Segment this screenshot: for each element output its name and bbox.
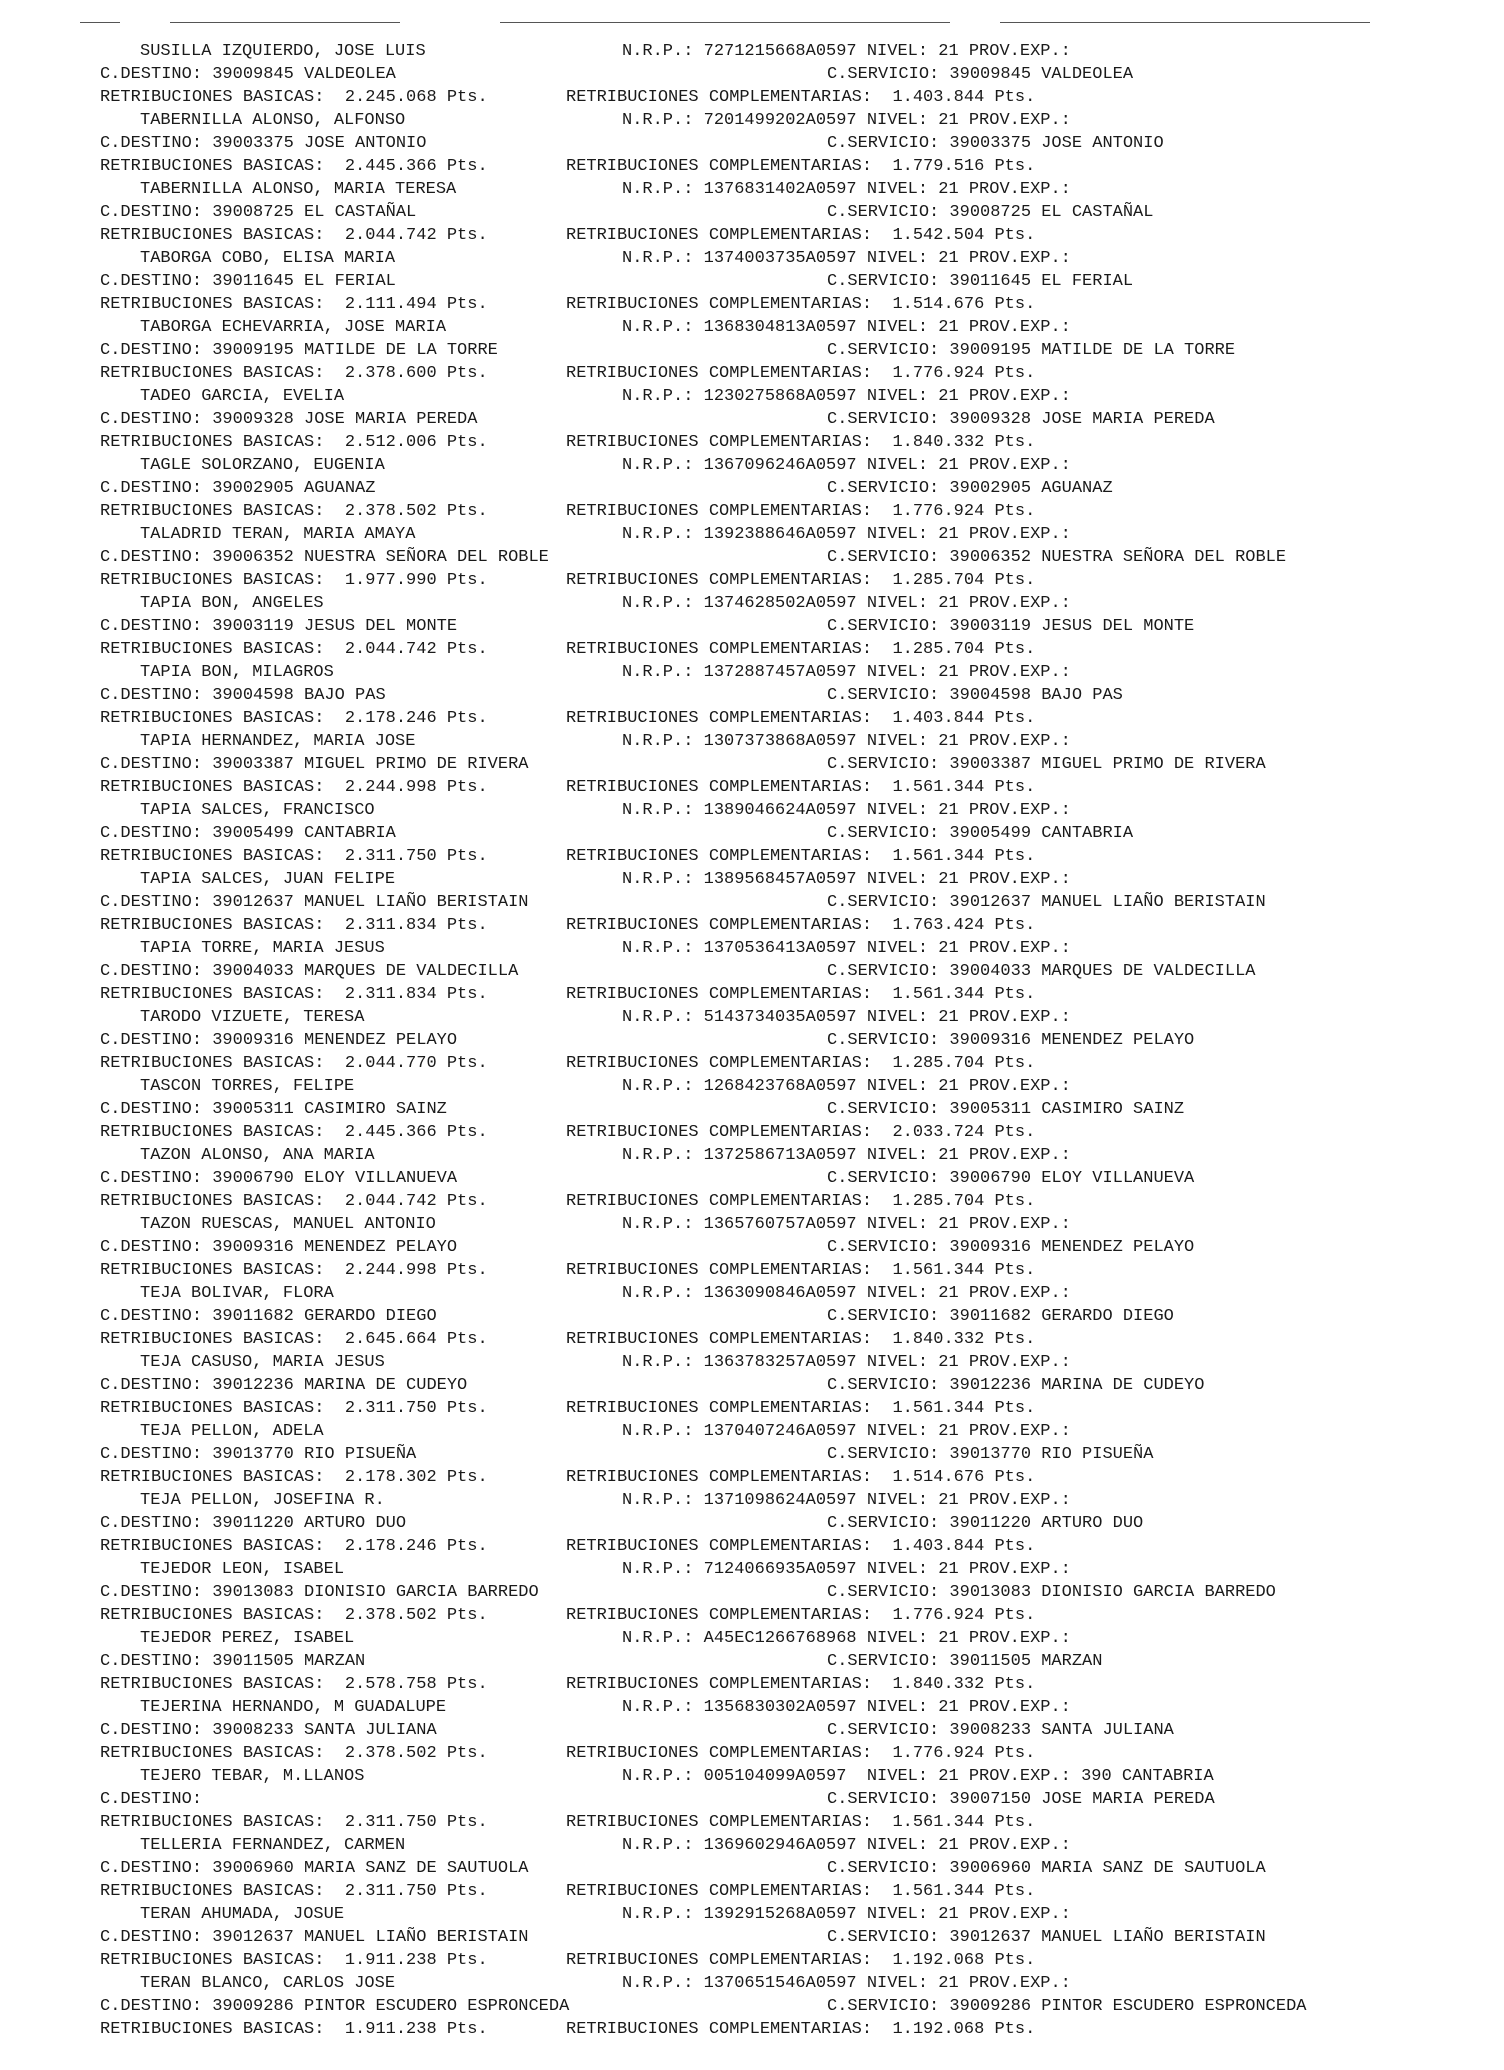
record-line (0, 40, 1504, 63)
retribuciones-basicas: RETRIBUCIONES BASICAS: 2.311.750 Pts. (100, 1399, 488, 1418)
destino-center: C.DESTINO: 39013083 DIONISIO GARCIA BARREDO (100, 1583, 539, 1602)
retribuciones-complementarias: RETRIBUCIONES COMPLEMENTARIAS: 1.561.344 Pts. (566, 847, 1036, 866)
retribuciones-complementarias: RETRIBUCIONES COMPLEMENTARIAS: 1.561.344 Pts. (566, 1399, 1036, 1418)
record-line (0, 1604, 1504, 1627)
servicio-center: C.SERVICIO: 39009316 MENENDEZ PELAYO (827, 1238, 1195, 1257)
top-rule-segment (80, 22, 120, 23)
nrp-level: N.R.P.: 1370536413A0597 NIVEL: 21 PROV.EXP.: (622, 939, 1071, 958)
personnel-record (0, 799, 1504, 868)
retribuciones-basicas: RETRIBUCIONES BASICAS: 2.178.302 Pts. (100, 1468, 488, 1487)
retribuciones-complementarias: RETRIBUCIONES COMPLEMENTARIAS: 1.514.676 Pts. (566, 295, 1036, 314)
personnel-record (0, 1144, 1504, 1213)
record-line (0, 592, 1504, 615)
record-line (0, 1857, 1504, 1880)
personnel-record (0, 1834, 1504, 1903)
destino-center: C.DESTINO: 39009195 MATILDE DE LA TORRE (100, 341, 498, 360)
record-line (0, 615, 1504, 638)
retribuciones-basicas: RETRIBUCIONES BASICAS: 2.044.742 Pts. (100, 1192, 488, 1211)
record-line (0, 1282, 1504, 1305)
destino-center: C.DESTINO: 39008725 EL CASTAÑAL (100, 203, 417, 222)
record-line (0, 1880, 1504, 1903)
record-line (0, 1765, 1504, 1788)
retribuciones-basicas: RETRIBUCIONES BASICAS: 2.244.998 Pts. (100, 1261, 488, 1280)
record-line (0, 661, 1504, 684)
employee-name: TEJERO TEBAR, M.LLANOS (140, 1767, 365, 1786)
employee-name: TEJERINA HERNANDO, M GUADALUPE (140, 1698, 447, 1717)
record-line (0, 1949, 1504, 1972)
personnel-record (0, 1420, 1504, 1489)
record-line (0, 1742, 1504, 1765)
destino-center: C.DESTINO: 39011645 EL FERIAL (100, 272, 396, 291)
nrp-level: N.R.P.: 1370651546A0597 NIVEL: 21 PROV.EXP.: (622, 1974, 1071, 1993)
destino-center: C.DESTINO: 39003119 JESUS DEL MONTE (100, 617, 458, 636)
employee-name: TELLERIA FERNANDEZ, CARMEN (140, 1836, 406, 1855)
retribuciones-complementarias: RETRIBUCIONES COMPLEMENTARIAS: 2.033.724 Pts. (566, 1123, 1036, 1142)
nrp-level: N.R.P.: 7271215668A0597 NIVEL: 21 PROV.EXP.: (622, 42, 1071, 61)
nrp-level: N.R.P.: 005104099A0597 NIVEL: 21 PROV.EXP.: 390 CANTABRIA (622, 1767, 1214, 1786)
record-line (0, 1397, 1504, 1420)
record-line (0, 1535, 1504, 1558)
record-line (0, 730, 1504, 753)
record-line (0, 63, 1504, 86)
employee-name: TABERNILLA ALONSO, ALFONSO (140, 111, 406, 130)
employee-name: TAPIA HERNANDEZ, MARIA JOSE (140, 732, 416, 751)
personnel-record (0, 454, 1504, 523)
retribuciones-complementarias: RETRIBUCIONES COMPLEMENTARIAS: 1.514.676 Pts. (566, 1468, 1036, 1487)
record-line (0, 1420, 1504, 1443)
destino-center: C.DESTINO: 39012637 MANUEL LIAÑO BERISTAIN (100, 1928, 529, 1947)
record-line (0, 822, 1504, 845)
servicio-center: C.SERVICIO: 39013770 RIO PISUEÑA (827, 1445, 1154, 1464)
retribuciones-complementarias: RETRIBUCIONES COMPLEMENTARIAS: 1.192.068 Pts. (566, 1951, 1036, 1970)
servicio-center: C.SERVICIO: 39002905 AGUANAZ (827, 479, 1113, 498)
record-line (0, 1650, 1504, 1673)
top-rule-segment (1000, 22, 1370, 23)
record-line (0, 1834, 1504, 1857)
record-line (0, 776, 1504, 799)
record-line (0, 799, 1504, 822)
record-line (0, 339, 1504, 362)
employee-name: TERAN BLANCO, CARLOS JOSE (140, 1974, 396, 1993)
nrp-level: N.R.P.: 1230275868A0597 NIVEL: 21 PROV.EXP.: (622, 387, 1071, 406)
retribuciones-complementarias: RETRIBUCIONES COMPLEMENTARIAS: 1.561.344 Pts. (566, 1882, 1036, 1901)
record-line (0, 1512, 1504, 1535)
destino-center: C.DESTINO: 39011505 MARZAN (100, 1652, 366, 1671)
retribuciones-complementarias: RETRIBUCIONES COMPLEMENTARIAS: 1.776.924 Pts. (566, 364, 1036, 383)
retribuciones-basicas: RETRIBUCIONES BASICAS: 2.044.742 Pts. (100, 640, 488, 659)
record-line (0, 1719, 1504, 1742)
record-line (0, 1972, 1504, 1995)
personnel-record (0, 1972, 1504, 2041)
record-line (0, 1236, 1504, 1259)
servicio-center: C.SERVICIO: 39011682 GERARDO DIEGO (827, 1307, 1174, 1326)
record-line (0, 109, 1504, 132)
retribuciones-basicas: RETRIBUCIONES BASICAS: 2.245.068 Pts. (100, 88, 488, 107)
personnel-record (0, 247, 1504, 316)
personnel-record (0, 868, 1504, 937)
record-line (0, 293, 1504, 316)
destino-center: C.DESTINO: 39011682 GERARDO DIEGO (100, 1307, 437, 1326)
retribuciones-basicas: RETRIBUCIONES BASICAS: 2.378.502 Pts. (100, 1606, 488, 1625)
retribuciones-complementarias: RETRIBUCIONES COMPLEMENTARIAS: 1.840.332 Pts. (566, 433, 1036, 452)
servicio-center: C.SERVICIO: 39006790 ELOY VILLANUEVA (827, 1169, 1195, 1188)
servicio-center: C.SERVICIO: 39009328 JOSE MARIA PEREDA (827, 410, 1215, 429)
nrp-level: N.R.P.: 1389046624A0597 NIVEL: 21 PROV.EXP.: (622, 801, 1071, 820)
employee-name: TABORGA ECHEVARRIA, JOSE MARIA (140, 318, 447, 337)
retribuciones-complementarias: RETRIBUCIONES COMPLEMENTARIAS: 1.776.924 Pts. (566, 1606, 1036, 1625)
personnel-record (0, 730, 1504, 799)
record-line (0, 983, 1504, 1006)
employee-name: TASCON TORRES, FELIPE (140, 1077, 355, 1096)
record-line (0, 1144, 1504, 1167)
employee-name: TERAN AHUMADA, JOSUE (140, 1905, 345, 1924)
destino-center: C.DESTINO: 39005499 CANTABRIA (100, 824, 396, 843)
destino-center: C.DESTINO: 39009845 VALDEOLEA (100, 65, 396, 84)
employee-name: TAZON ALONSO, ANA MARIA (140, 1146, 375, 1165)
personnel-record (0, 1282, 1504, 1351)
employee-name: TARODO VIZUETE, TERESA (140, 1008, 365, 1027)
servicio-center: C.SERVICIO: 39008725 EL CASTAÑAL (827, 203, 1154, 222)
record-line (0, 224, 1504, 247)
nrp-level: N.R.P.: A45EC1266768968 NIVEL: 21 PROV.EXP.: (622, 1629, 1071, 1648)
record-line (0, 1259, 1504, 1282)
record-line (0, 1121, 1504, 1144)
personnel-record (0, 523, 1504, 592)
servicio-center: C.SERVICIO: 39004598 BAJO PAS (827, 686, 1123, 705)
record-line (0, 477, 1504, 500)
personnel-record (0, 385, 1504, 454)
record-line (0, 247, 1504, 270)
personnel-record (0, 109, 1504, 178)
nrp-level: N.R.P.: 1268423768A0597 NIVEL: 21 PROV.EXP.: (622, 1077, 1071, 1096)
record-line (0, 1029, 1504, 1052)
record-line (0, 1811, 1504, 1834)
employee-name: TAPIA TORRE, MARIA JESUS (140, 939, 385, 958)
record-line (0, 431, 1504, 454)
nrp-level: N.R.P.: 1307373868A0597 NIVEL: 21 PROV.EXP.: (622, 732, 1071, 751)
nrp-level: N.R.P.: 1374003735A0597 NIVEL: 21 PROV.EXP.: (622, 249, 1071, 268)
nrp-level: N.R.P.: 1372586713A0597 NIVEL: 21 PROV.EXP.: (622, 1146, 1071, 1165)
employee-name: TEJEDOR PEREZ, ISABEL (140, 1629, 355, 1648)
nrp-level: N.R.P.: 1368304813A0597 NIVEL: 21 PROV.EXP.: (622, 318, 1071, 337)
servicio-center: C.SERVICIO: 39012637 MANUEL LIAÑO BERISTAIN (827, 893, 1266, 912)
record-line (0, 454, 1504, 477)
destino-center: C.DESTINO: 39011220 ARTURO DUO (100, 1514, 407, 1533)
servicio-center: C.SERVICIO: 39008233 SANTA JULIANA (827, 1721, 1174, 1740)
nrp-level: N.R.P.: 1370407246A0597 NIVEL: 21 PROV.EXP.: (622, 1422, 1071, 1441)
employee-name: TEJA PELLON, ADELA (140, 1422, 324, 1441)
employee-name: TAZON RUESCAS, MANUEL ANTONIO (140, 1215, 436, 1234)
personnel-record (0, 661, 1504, 730)
retribuciones-basicas: RETRIBUCIONES BASICAS: 2.311.750 Pts. (100, 1813, 488, 1832)
record-line (0, 270, 1504, 293)
employee-name: TAGLE SOLORZANO, EUGENIA (140, 456, 385, 475)
nrp-level: N.R.P.: 7124066935A0597 NIVEL: 21 PROV.EXP.: (622, 1560, 1071, 1579)
destino-center: C.DESTINO: 39003387 MIGUEL PRIMO DE RIVERA (100, 755, 529, 774)
record-line (0, 86, 1504, 109)
servicio-center: C.SERVICIO: 39009316 MENENDEZ PELAYO (827, 1031, 1195, 1050)
retribuciones-basicas: RETRIBUCIONES BASICAS: 2.378.600 Pts. (100, 364, 488, 383)
employee-name: TALADRID TERAN, MARIA AMAYA (140, 525, 416, 544)
nrp-level: N.R.P.: 1392388646A0597 NIVEL: 21 PROV.EXP.: (622, 525, 1071, 544)
destino-center: C.DESTINO: 39013770 RIO PISUEÑA (100, 1445, 417, 1464)
top-rule-segment (500, 22, 950, 23)
servicio-center: C.SERVICIO: 39012637 MANUEL LIAÑO BERISTAIN (827, 1928, 1266, 1947)
servicio-center: C.SERVICIO: 39012236 MARINA DE CUDEYO (827, 1376, 1205, 1395)
retribuciones-complementarias: RETRIBUCIONES COMPLEMENTARIAS: 1.403.844 Pts. (566, 88, 1036, 107)
employee-name: TADEO GARCIA, EVELIA (140, 387, 345, 406)
personnel-record (0, 1903, 1504, 1972)
destino-center: C.DESTINO: 39009286 PINTOR ESCUDERO ESPRONCEDA (100, 1997, 570, 2016)
retribuciones-basicas: RETRIBUCIONES BASICAS: 2.178.246 Pts. (100, 1537, 488, 1556)
servicio-center: C.SERVICIO: 39007150 JOSE MARIA PEREDA (827, 1790, 1215, 1809)
record-line (0, 500, 1504, 523)
retribuciones-complementarias: RETRIBUCIONES COMPLEMENTARIAS: 1.285.704 Pts. (566, 1054, 1036, 1073)
record-line (0, 178, 1504, 201)
servicio-center: C.SERVICIO: 39005499 CANTABRIA (827, 824, 1134, 843)
record-line (0, 1489, 1504, 1512)
destino-center: C.DESTINO: (100, 1790, 203, 1809)
employee-name: TABERNILLA ALONSO, MARIA TERESA (140, 180, 457, 199)
retribuciones-basicas: RETRIBUCIONES BASICAS: 2.645.664 Pts. (100, 1330, 488, 1349)
employee-name: TEJEDOR LEON, ISABEL (140, 1560, 345, 1579)
retribuciones-basicas: RETRIBUCIONES BASICAS: 2.378.502 Pts. (100, 1744, 488, 1763)
destino-center: C.DESTINO: 39012637 MANUEL LIAÑO BERISTAIN (100, 893, 529, 912)
record-line (0, 1443, 1504, 1466)
destino-center: C.DESTINO: 39004598 BAJO PAS (100, 686, 386, 705)
record-line (0, 891, 1504, 914)
retribuciones-basicas: RETRIBUCIONES BASICAS: 2.044.770 Pts. (100, 1054, 488, 1073)
retribuciones-basicas: RETRIBUCIONES BASICAS: 2.044.742 Pts. (100, 226, 488, 245)
servicio-center: C.SERVICIO: 39011645 EL FERIAL (827, 272, 1134, 291)
record-line (0, 569, 1504, 592)
destino-center: C.DESTINO: 39009328 JOSE MARIA PEREDA (100, 410, 478, 429)
record-line (0, 753, 1504, 776)
personnel-record (0, 1696, 1504, 1765)
record-line (0, 1558, 1504, 1581)
retribuciones-complementarias: RETRIBUCIONES COMPLEMENTARIAS: 1.285.704 Pts. (566, 1192, 1036, 1211)
destino-center: C.DESTINO: 39006790 ELOY VILLANUEVA (100, 1169, 458, 1188)
retribuciones-basicas: RETRIBUCIONES BASICAS: 2.512.006 Pts. (100, 433, 488, 452)
personnel-record (0, 1075, 1504, 1144)
record-line (0, 1052, 1504, 1075)
personnel-record (0, 1765, 1504, 1834)
record-line (0, 362, 1504, 385)
record-line (0, 1328, 1504, 1351)
destino-center: C.DESTINO: 39012236 MARINA DE CUDEYO (100, 1376, 468, 1395)
destino-center: C.DESTINO: 39005311 CASIMIRO SAINZ (100, 1100, 447, 1119)
record-line (0, 1351, 1504, 1374)
record-line (0, 707, 1504, 730)
record-line (0, 845, 1504, 868)
retribuciones-basicas: RETRIBUCIONES BASICAS: 2.311.750 Pts. (100, 847, 488, 866)
servicio-center: C.SERVICIO: 39006960 MARIA SANZ DE SAUTUOLA (827, 1859, 1266, 1878)
personnel-record (0, 937, 1504, 1006)
record-line (0, 937, 1504, 960)
record-line (0, 385, 1504, 408)
employee-name: TEJA CASUSO, MARIA JESUS (140, 1353, 385, 1372)
retribuciones-complementarias: RETRIBUCIONES COMPLEMENTARIAS: 1.285.704 Pts. (566, 571, 1036, 590)
record-line (0, 408, 1504, 431)
record-line (0, 1673, 1504, 1696)
servicio-center: C.SERVICIO: 39011505 MARZAN (827, 1652, 1103, 1671)
personnel-record (0, 1627, 1504, 1696)
record-line (0, 155, 1504, 178)
employee-name: TAPIA SALCES, FRANCISCO (140, 801, 375, 820)
record-line (0, 1006, 1504, 1029)
retribuciones-complementarias: RETRIBUCIONES COMPLEMENTARIAS: 1.840.332 Pts. (566, 1675, 1036, 1694)
record-line (0, 1167, 1504, 1190)
servicio-center: C.SERVICIO: 39003375 JOSE ANTONIO (827, 134, 1164, 153)
record-line (0, 523, 1504, 546)
record-line (0, 1098, 1504, 1121)
top-rule-segment (170, 22, 400, 23)
record-line (0, 201, 1504, 224)
record-line (0, 1926, 1504, 1949)
nrp-level: N.R.P.: 1369602946A0597 NIVEL: 21 PROV.EXP.: (622, 1836, 1071, 1855)
retribuciones-complementarias: RETRIBUCIONES COMPLEMENTARIAS: 1.403.844 Pts. (566, 1537, 1036, 1556)
record-line (0, 1213, 1504, 1236)
destino-center: C.DESTINO: 39004033 MARQUES DE VALDECILLA (100, 962, 519, 981)
nrp-level: N.R.P.: 1365760757A0597 NIVEL: 21 PROV.EXP.: (622, 1215, 1071, 1234)
retribuciones-basicas: RETRIBUCIONES BASICAS: 2.311.834 Pts. (100, 916, 488, 935)
record-line (0, 960, 1504, 983)
nrp-level: N.R.P.: 1376831402A0597 NIVEL: 21 PROV.EXP.: (622, 180, 1071, 199)
employee-name: TEJA PELLON, JOSEFINA R. (140, 1491, 385, 1510)
employee-name: SUSILLA IZQUIERDO, JOSE LUIS (140, 42, 426, 61)
retribuciones-complementarias: RETRIBUCIONES COMPLEMENTARIAS: 1.403.844 Pts. (566, 709, 1036, 728)
record-line (0, 1788, 1504, 1811)
personnel-record (0, 1558, 1504, 1627)
employee-name: TABORGA COBO, ELISA MARIA (140, 249, 396, 268)
nrp-level: N.R.P.: 1374628502A0597 NIVEL: 21 PROV.EXP.: (622, 594, 1071, 613)
servicio-center: C.SERVICIO: 39003387 MIGUEL PRIMO DE RIVERA (827, 755, 1266, 774)
retribuciones-complementarias: RETRIBUCIONES COMPLEMENTARIAS: 1.561.344 Pts. (566, 778, 1036, 797)
retribuciones-complementarias: RETRIBUCIONES COMPLEMENTARIAS: 1.561.344 Pts. (566, 985, 1036, 1004)
retribuciones-complementarias: RETRIBUCIONES COMPLEMENTARIAS: 1.192.068 Pts. (566, 2020, 1036, 2039)
retribuciones-basicas: RETRIBUCIONES BASICAS: 1.911.238 Pts. (100, 2020, 488, 2039)
retribuciones-complementarias: RETRIBUCIONES COMPLEMENTARIAS: 1.779.516 Pts. (566, 157, 1036, 176)
record-line (0, 1696, 1504, 1719)
nrp-level: N.R.P.: 1363783257A0597 NIVEL: 21 PROV.EXP.: (622, 1353, 1071, 1372)
retribuciones-complementarias: RETRIBUCIONES COMPLEMENTARIAS: 1.776.924 Pts. (566, 502, 1036, 521)
record-line (0, 1581, 1504, 1604)
retribuciones-complementarias: RETRIBUCIONES COMPLEMENTARIAS: 1.840.332 Pts. (566, 1330, 1036, 1349)
record-line (0, 1305, 1504, 1328)
nrp-level: N.R.P.: 1372887457A0597 NIVEL: 21 PROV.EXP.: (622, 663, 1071, 682)
retribuciones-complementarias: RETRIBUCIONES COMPLEMENTARIAS: 1.561.344 Pts. (566, 1261, 1036, 1280)
personnel-record (0, 1351, 1504, 1420)
servicio-center: C.SERVICIO: 39003119 JESUS DEL MONTE (827, 617, 1195, 636)
record-line (0, 2018, 1504, 2041)
servicio-center: C.SERVICIO: 39009286 PINTOR ESCUDERO ESPRONCEDA (827, 1997, 1307, 2016)
record-line (0, 868, 1504, 891)
nrp-level: N.R.P.: 1389568457A0597 NIVEL: 21 PROV.EXP.: (622, 870, 1071, 889)
personnel-record (0, 1213, 1504, 1282)
nrp-level: N.R.P.: 5143734035A0597 NIVEL: 21 PROV.EXP.: (622, 1008, 1071, 1027)
record-line (0, 1374, 1504, 1397)
record-line (0, 316, 1504, 339)
retribuciones-basicas: RETRIBUCIONES BASICAS: 2.178.246 Pts. (100, 709, 488, 728)
destino-center: C.DESTINO: 39006352 NUESTRA SEÑORA DEL ROBLE (100, 548, 549, 567)
servicio-center: C.SERVICIO: 39011220 ARTURO DUO (827, 1514, 1144, 1533)
employee-name: TAPIA BON, ANGELES (140, 594, 324, 613)
nrp-level: N.R.P.: 1356830302A0597 NIVEL: 21 PROV.EXP.: (622, 1698, 1071, 1717)
destino-center: C.DESTINO: 39006960 MARIA SANZ DE SAUTUOLA (100, 1859, 529, 1878)
retribuciones-basicas: RETRIBUCIONES BASICAS: 2.311.834 Pts. (100, 985, 488, 1004)
retribuciones-basicas: RETRIBUCIONES BASICAS: 2.244.998 Pts. (100, 778, 488, 797)
personnel-record (0, 178, 1504, 247)
retribuciones-complementarias: RETRIBUCIONES COMPLEMENTARIAS: 1.285.704 Pts. (566, 640, 1036, 659)
destino-center: C.DESTINO: 39009316 MENENDEZ PELAYO (100, 1031, 458, 1050)
retribuciones-basicas: RETRIBUCIONES BASICAS: 2.311.750 Pts. (100, 1882, 488, 1901)
record-line (0, 638, 1504, 661)
record-line (0, 132, 1504, 155)
retribuciones-complementarias: RETRIBUCIONES COMPLEMENTARIAS: 1.776.924 Pts. (566, 1744, 1036, 1763)
personnel-record (0, 40, 1504, 109)
destino-center: C.DESTINO: 39003375 JOSE ANTONIO (100, 134, 427, 153)
retribuciones-complementarias: RETRIBUCIONES COMPLEMENTARIAS: 1.763.424 Pts. (566, 916, 1036, 935)
record-line (0, 1903, 1504, 1926)
retribuciones-basicas: RETRIBUCIONES BASICAS: 2.578.758 Pts. (100, 1675, 488, 1694)
record-line (0, 546, 1504, 569)
employee-name: TAPIA BON, MILAGROS (140, 663, 334, 682)
destino-center: C.DESTINO: 39002905 AGUANAZ (100, 479, 376, 498)
retribuciones-basicas: RETRIBUCIONES BASICAS: 2.445.366 Pts. (100, 1123, 488, 1142)
nrp-level: N.R.P.: 1363090846A0597 NIVEL: 21 PROV.EXP.: (622, 1284, 1071, 1303)
employee-name: TAPIA SALCES, JUAN FELIPE (140, 870, 396, 889)
retribuciones-basicas: RETRIBUCIONES BASICAS: 2.445.366 Pts. (100, 157, 488, 176)
destino-center: C.DESTINO: 39008233 SANTA JULIANA (100, 1721, 437, 1740)
personnel-record (0, 1489, 1504, 1558)
retribuciones-basicas: RETRIBUCIONES BASICAS: 1.911.238 Pts. (100, 1951, 488, 1970)
record-line (0, 914, 1504, 937)
servicio-center: C.SERVICIO: 39009195 MATILDE DE LA TORRE (827, 341, 1236, 360)
servicio-center: C.SERVICIO: 39009845 VALDEOLEA (827, 65, 1134, 84)
retribuciones-complementarias: RETRIBUCIONES COMPLEMENTARIAS: 1.561.344 Pts. (566, 1813, 1036, 1832)
retribuciones-basicas: RETRIBUCIONES BASICAS: 2.378.502 Pts. (100, 502, 488, 521)
record-line (0, 1995, 1504, 2018)
nrp-level: N.R.P.: 1371098624A0597 NIVEL: 21 PROV.EXP.: (622, 1491, 1071, 1510)
nrp-level: N.R.P.: 7201499202A0597 NIVEL: 21 PROV.EXP.: (622, 111, 1071, 130)
records-list (0, 40, 1504, 2041)
retribuciones-basicas: RETRIBUCIONES BASICAS: 2.111.494 Pts. (100, 295, 488, 314)
personnel-record (0, 316, 1504, 385)
servicio-center: C.SERVICIO: 39005311 CASIMIRO SAINZ (827, 1100, 1185, 1119)
destino-center: C.DESTINO: 39009316 MENENDEZ PELAYO (100, 1238, 458, 1257)
record-line (0, 1075, 1504, 1098)
retribuciones-complementarias: RETRIBUCIONES COMPLEMENTARIAS: 1.542.504 Pts. (566, 226, 1036, 245)
personnel-record (0, 592, 1504, 661)
servicio-center: C.SERVICIO: 39004033 MARQUES DE VALDECILLA (827, 962, 1256, 981)
record-line (0, 1190, 1504, 1213)
record-line (0, 1466, 1504, 1489)
personnel-record (0, 1006, 1504, 1075)
retribuciones-basicas: RETRIBUCIONES BASICAS: 1.977.990 Pts. (100, 571, 488, 590)
record-line (0, 1627, 1504, 1650)
nrp-level: N.R.P.: 1392915268A0597 NIVEL: 21 PROV.EXP.: (622, 1905, 1071, 1924)
record-line (0, 684, 1504, 707)
servicio-center: C.SERVICIO: 39013083 DIONISIO GARCIA BARREDO (827, 1583, 1276, 1602)
nrp-level: N.R.P.: 1367096246A0597 NIVEL: 21 PROV.EXP.: (622, 456, 1071, 475)
servicio-center: C.SERVICIO: 39006352 NUESTRA SEÑORA DEL ROBLE (827, 548, 1287, 567)
employee-name: TEJA BOLIVAR, FLORA (140, 1284, 334, 1303)
